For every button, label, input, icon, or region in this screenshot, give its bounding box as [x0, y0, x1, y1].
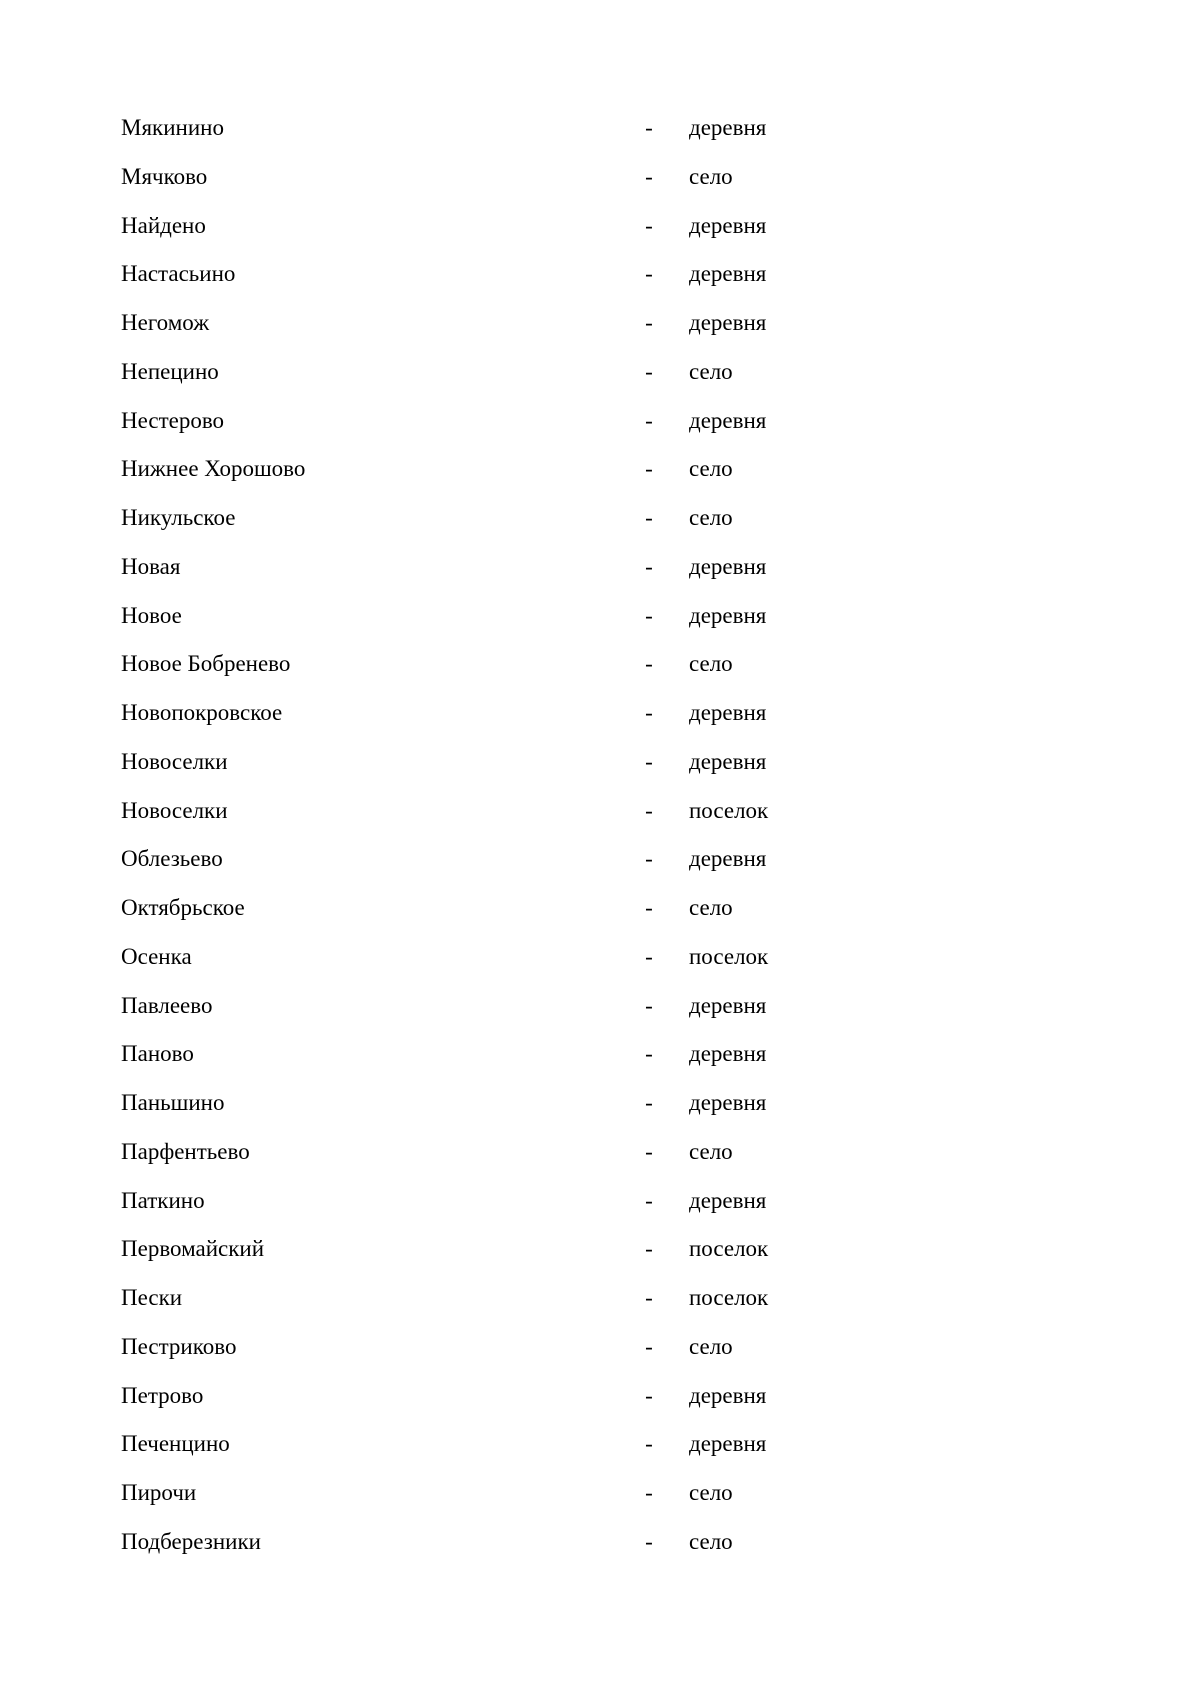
separator-dash: - — [645, 1480, 653, 1505]
settlement-type: деревня — [689, 748, 767, 774]
separator-dash: - — [645, 1285, 653, 1310]
settlement-type: деревня — [689, 846, 767, 872]
settlement-type: село — [689, 895, 733, 920]
settlement-type: село — [689, 505, 733, 530]
settlement-name: Непецино — [121, 358, 219, 384]
list-item — [121, 986, 1021, 1035]
settlement-type: деревня — [689, 1041, 767, 1067]
settlement-name: Октябрьское — [121, 895, 245, 920]
separator-dash: - — [645, 115, 653, 140]
separator-dash: - — [645, 1382, 653, 1408]
separator-dash: - — [645, 261, 653, 287]
list-item — [121, 1034, 1021, 1083]
settlement-name: Паткино — [121, 1187, 205, 1213]
settlement-type: село — [689, 163, 733, 189]
settlement-name: Пирочи — [121, 1480, 197, 1505]
settlement-type: село — [689, 1528, 733, 1554]
settlement-name: Петрово — [121, 1382, 204, 1408]
list-item — [121, 1473, 1021, 1522]
settlement-type: поселок — [689, 797, 769, 823]
settlement-name: Мячково — [121, 163, 208, 189]
list-item — [121, 1229, 1021, 1278]
list-item — [121, 401, 1021, 450]
list-item — [121, 1327, 1021, 1376]
settlement-name: Парфентьево — [121, 1138, 250, 1164]
settlement-name: Новое Бобренево — [121, 651, 291, 677]
separator-dash: - — [645, 553, 653, 579]
separator-dash: - — [645, 212, 653, 238]
settlement-name: Нестерово — [121, 407, 225, 433]
settlement-type: деревня — [689, 700, 767, 725]
list-item — [121, 157, 1021, 206]
list-item — [121, 1132, 1021, 1181]
list-item — [121, 547, 1021, 596]
separator-dash: - — [645, 163, 653, 189]
settlement-name: Негомож — [121, 310, 210, 335]
list-item — [121, 1278, 1021, 1327]
settlement-name: Настасьино — [121, 261, 236, 287]
settlement-type: поселок — [689, 1236, 769, 1262]
separator-dash: - — [645, 1138, 653, 1164]
settlement-type: деревня — [689, 310, 767, 335]
settlement-name: Пестриково — [121, 1333, 237, 1359]
separator-dash: - — [645, 310, 653, 335]
settlement-name: Новоселки — [121, 748, 228, 774]
settlement-name: Нижнее Хорошово — [121, 456, 306, 482]
settlement-type: деревня — [689, 992, 767, 1018]
list-item — [121, 644, 1021, 693]
list-item — [121, 352, 1021, 401]
settlement-name: Печенцино — [121, 1431, 230, 1457]
settlement-type: деревня — [689, 261, 767, 287]
settlement-name: Облезьево — [121, 846, 223, 872]
settlement-type: деревня — [689, 602, 767, 628]
settlement-type: поселок — [689, 1285, 769, 1310]
list-item — [121, 498, 1021, 547]
list-item — [121, 254, 1021, 303]
list-item — [121, 839, 1021, 888]
list-item — [121, 937, 1021, 986]
separator-dash: - — [645, 505, 653, 530]
separator-dash: - — [645, 846, 653, 872]
separator-dash: - — [645, 407, 653, 433]
separator-dash: - — [645, 1187, 653, 1213]
list-item — [121, 1522, 1021, 1571]
settlement-type: поселок — [689, 943, 769, 969]
settlement-name: Новое — [121, 602, 182, 628]
separator-dash: - — [645, 1041, 653, 1067]
list-item — [121, 449, 1021, 498]
list-item — [121, 1376, 1021, 1425]
settlement-name: Павлеево — [121, 992, 213, 1018]
settlement-type: село — [689, 1480, 733, 1505]
settlement-name: Пески — [121, 1285, 183, 1310]
settlement-type: село — [689, 1333, 733, 1359]
separator-dash: - — [645, 1333, 653, 1359]
settlement-name: Мякинино — [121, 115, 224, 140]
list-item — [121, 596, 1021, 645]
separator-dash: - — [645, 358, 653, 384]
list-item — [121, 303, 1021, 352]
separator-dash: - — [645, 895, 653, 920]
separator-dash: - — [645, 1431, 653, 1457]
settlement-type: деревня — [689, 212, 767, 238]
separator-dash: - — [645, 456, 653, 482]
settlement-type: деревня — [689, 1090, 767, 1115]
settlement-name: Паново — [121, 1041, 194, 1067]
settlement-name: Паньшино — [121, 1090, 225, 1115]
separator-dash: - — [645, 602, 653, 628]
separator-dash: - — [645, 1090, 653, 1115]
separator-dash: - — [645, 1236, 653, 1262]
list-item — [121, 1083, 1021, 1132]
separator-dash: - — [645, 700, 653, 725]
list-item — [121, 206, 1021, 255]
list-item — [121, 791, 1021, 840]
settlement-name: Новая — [121, 553, 181, 579]
settlement-type: деревня — [689, 553, 767, 579]
settlement-type: село — [689, 358, 733, 384]
settlement-name: Первомайский — [121, 1236, 264, 1262]
settlement-type: село — [689, 1138, 733, 1164]
settlement-name: Подберезники — [121, 1528, 261, 1554]
separator-dash: - — [645, 1528, 653, 1554]
settlement-type: деревня — [689, 1187, 767, 1213]
separator-dash: - — [645, 943, 653, 969]
settlement-name: Осенка — [121, 943, 192, 969]
settlement-type: деревня — [689, 1382, 767, 1408]
settlement-list — [121, 108, 1021, 1571]
settlement-type: деревня — [689, 1431, 767, 1457]
list-item — [121, 693, 1021, 742]
settlement-type: село — [689, 456, 733, 482]
separator-dash: - — [645, 651, 653, 677]
settlement-name: Никульское — [121, 505, 236, 530]
settlement-type: деревня — [689, 407, 767, 433]
settlement-name: Найдено — [121, 212, 206, 238]
list-item — [121, 742, 1021, 791]
settlement-type: деревня — [689, 115, 767, 140]
list-item — [121, 1424, 1021, 1473]
settlement-name: Новоселки — [121, 797, 228, 823]
separator-dash: - — [645, 992, 653, 1018]
settlement-name: Новопокровское — [121, 700, 283, 725]
list-item — [121, 1181, 1021, 1230]
separator-dash: - — [645, 748, 653, 774]
settlement-type: село — [689, 651, 733, 677]
list-item — [121, 108, 1021, 157]
list-item — [121, 888, 1021, 937]
separator-dash: - — [645, 797, 653, 823]
